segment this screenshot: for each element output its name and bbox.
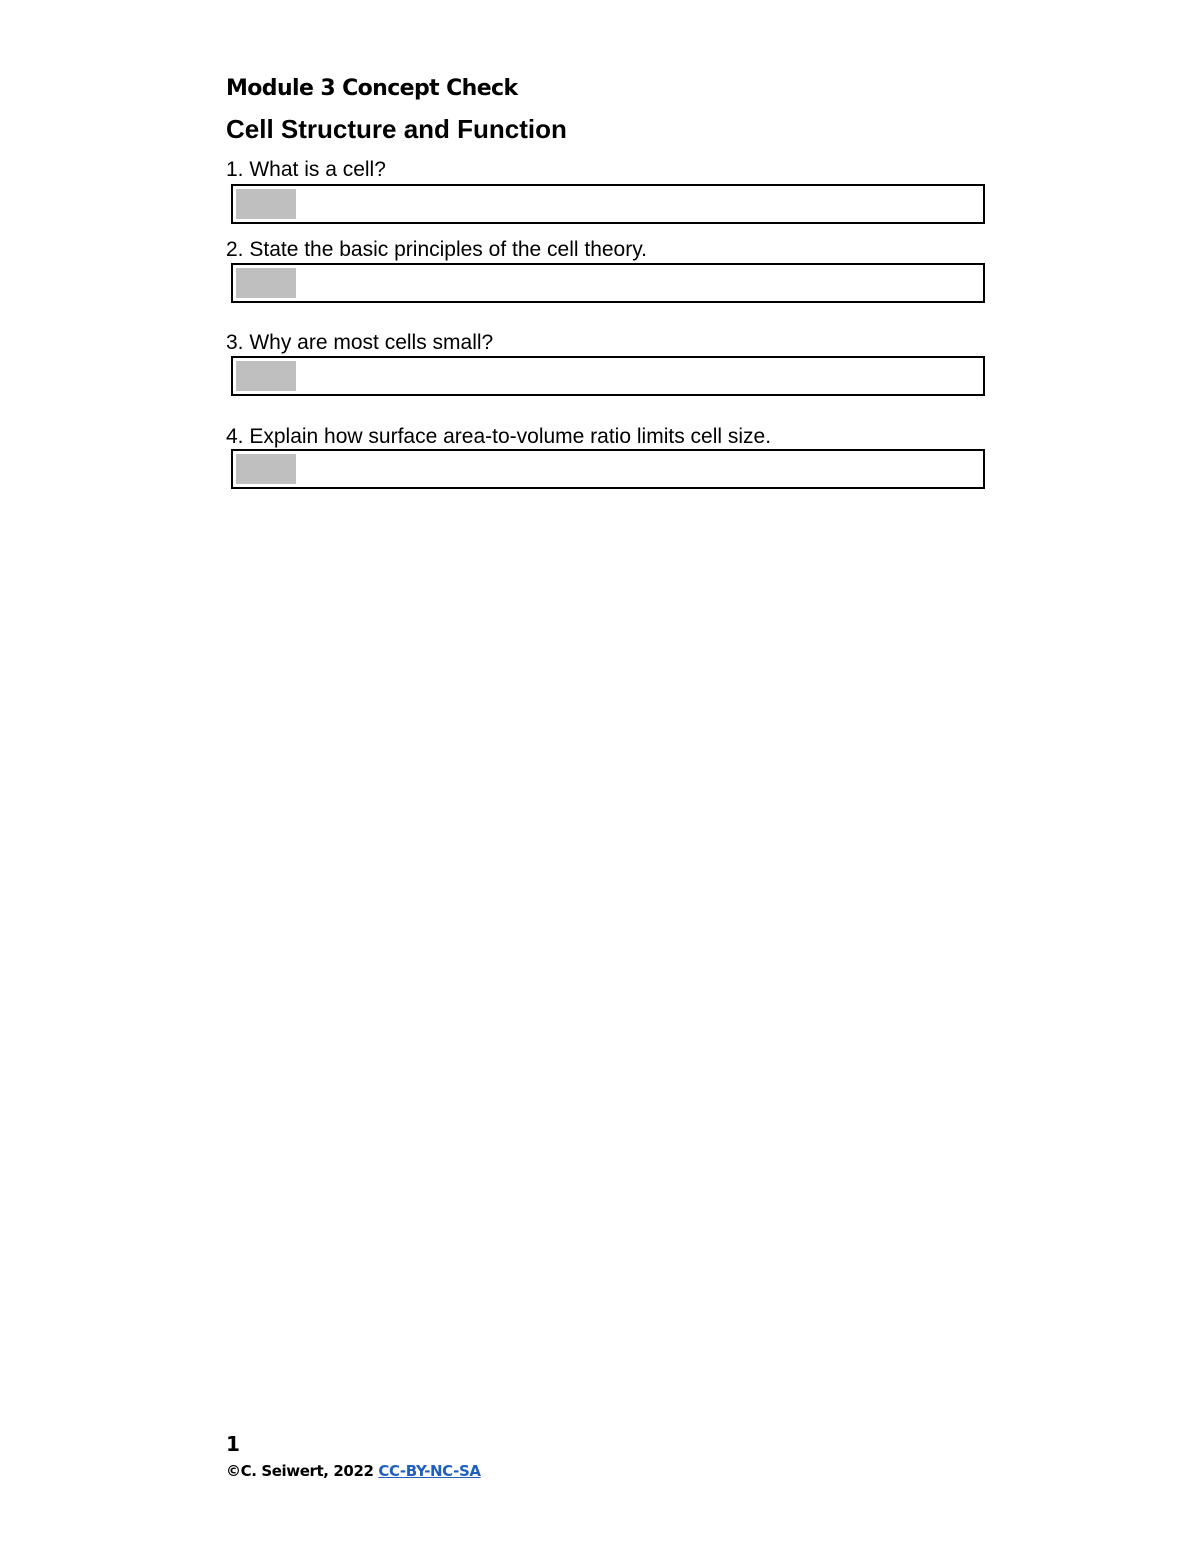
answer-field-4[interactable]: [231, 449, 985, 489]
page-number: 1: [226, 1432, 240, 1456]
question-4: 4. Explain how surface area-to-volume ratio limits cell size.: [226, 425, 772, 448]
page-title: Cell Structure and Function: [226, 114, 567, 144]
answer-field-1[interactable]: [231, 184, 985, 224]
license-link[interactable]: CC-BY-NC-SA: [378, 1462, 481, 1480]
copyright-text: ©C. Seiwert, 2022: [226, 1462, 379, 1480]
answer-field-2[interactable]: [231, 263, 985, 303]
footer-copyright: [226, 1461, 481, 1481]
answer-field-3[interactable]: [231, 356, 985, 396]
form-field-shading[interactable]: [236, 454, 296, 484]
question-2: 2. State the basic principles of the cell theory.: [226, 238, 648, 261]
module-title: Module 3 Concept Check: [226, 76, 518, 101]
form-field-shading[interactable]: [236, 361, 296, 391]
form-field-shading[interactable]: [236, 268, 296, 298]
question-1: 1. What is a cell?: [226, 158, 386, 181]
form-field-shading[interactable]: [236, 189, 296, 219]
question-3: 3. Why are most cells small?: [226, 331, 494, 354]
